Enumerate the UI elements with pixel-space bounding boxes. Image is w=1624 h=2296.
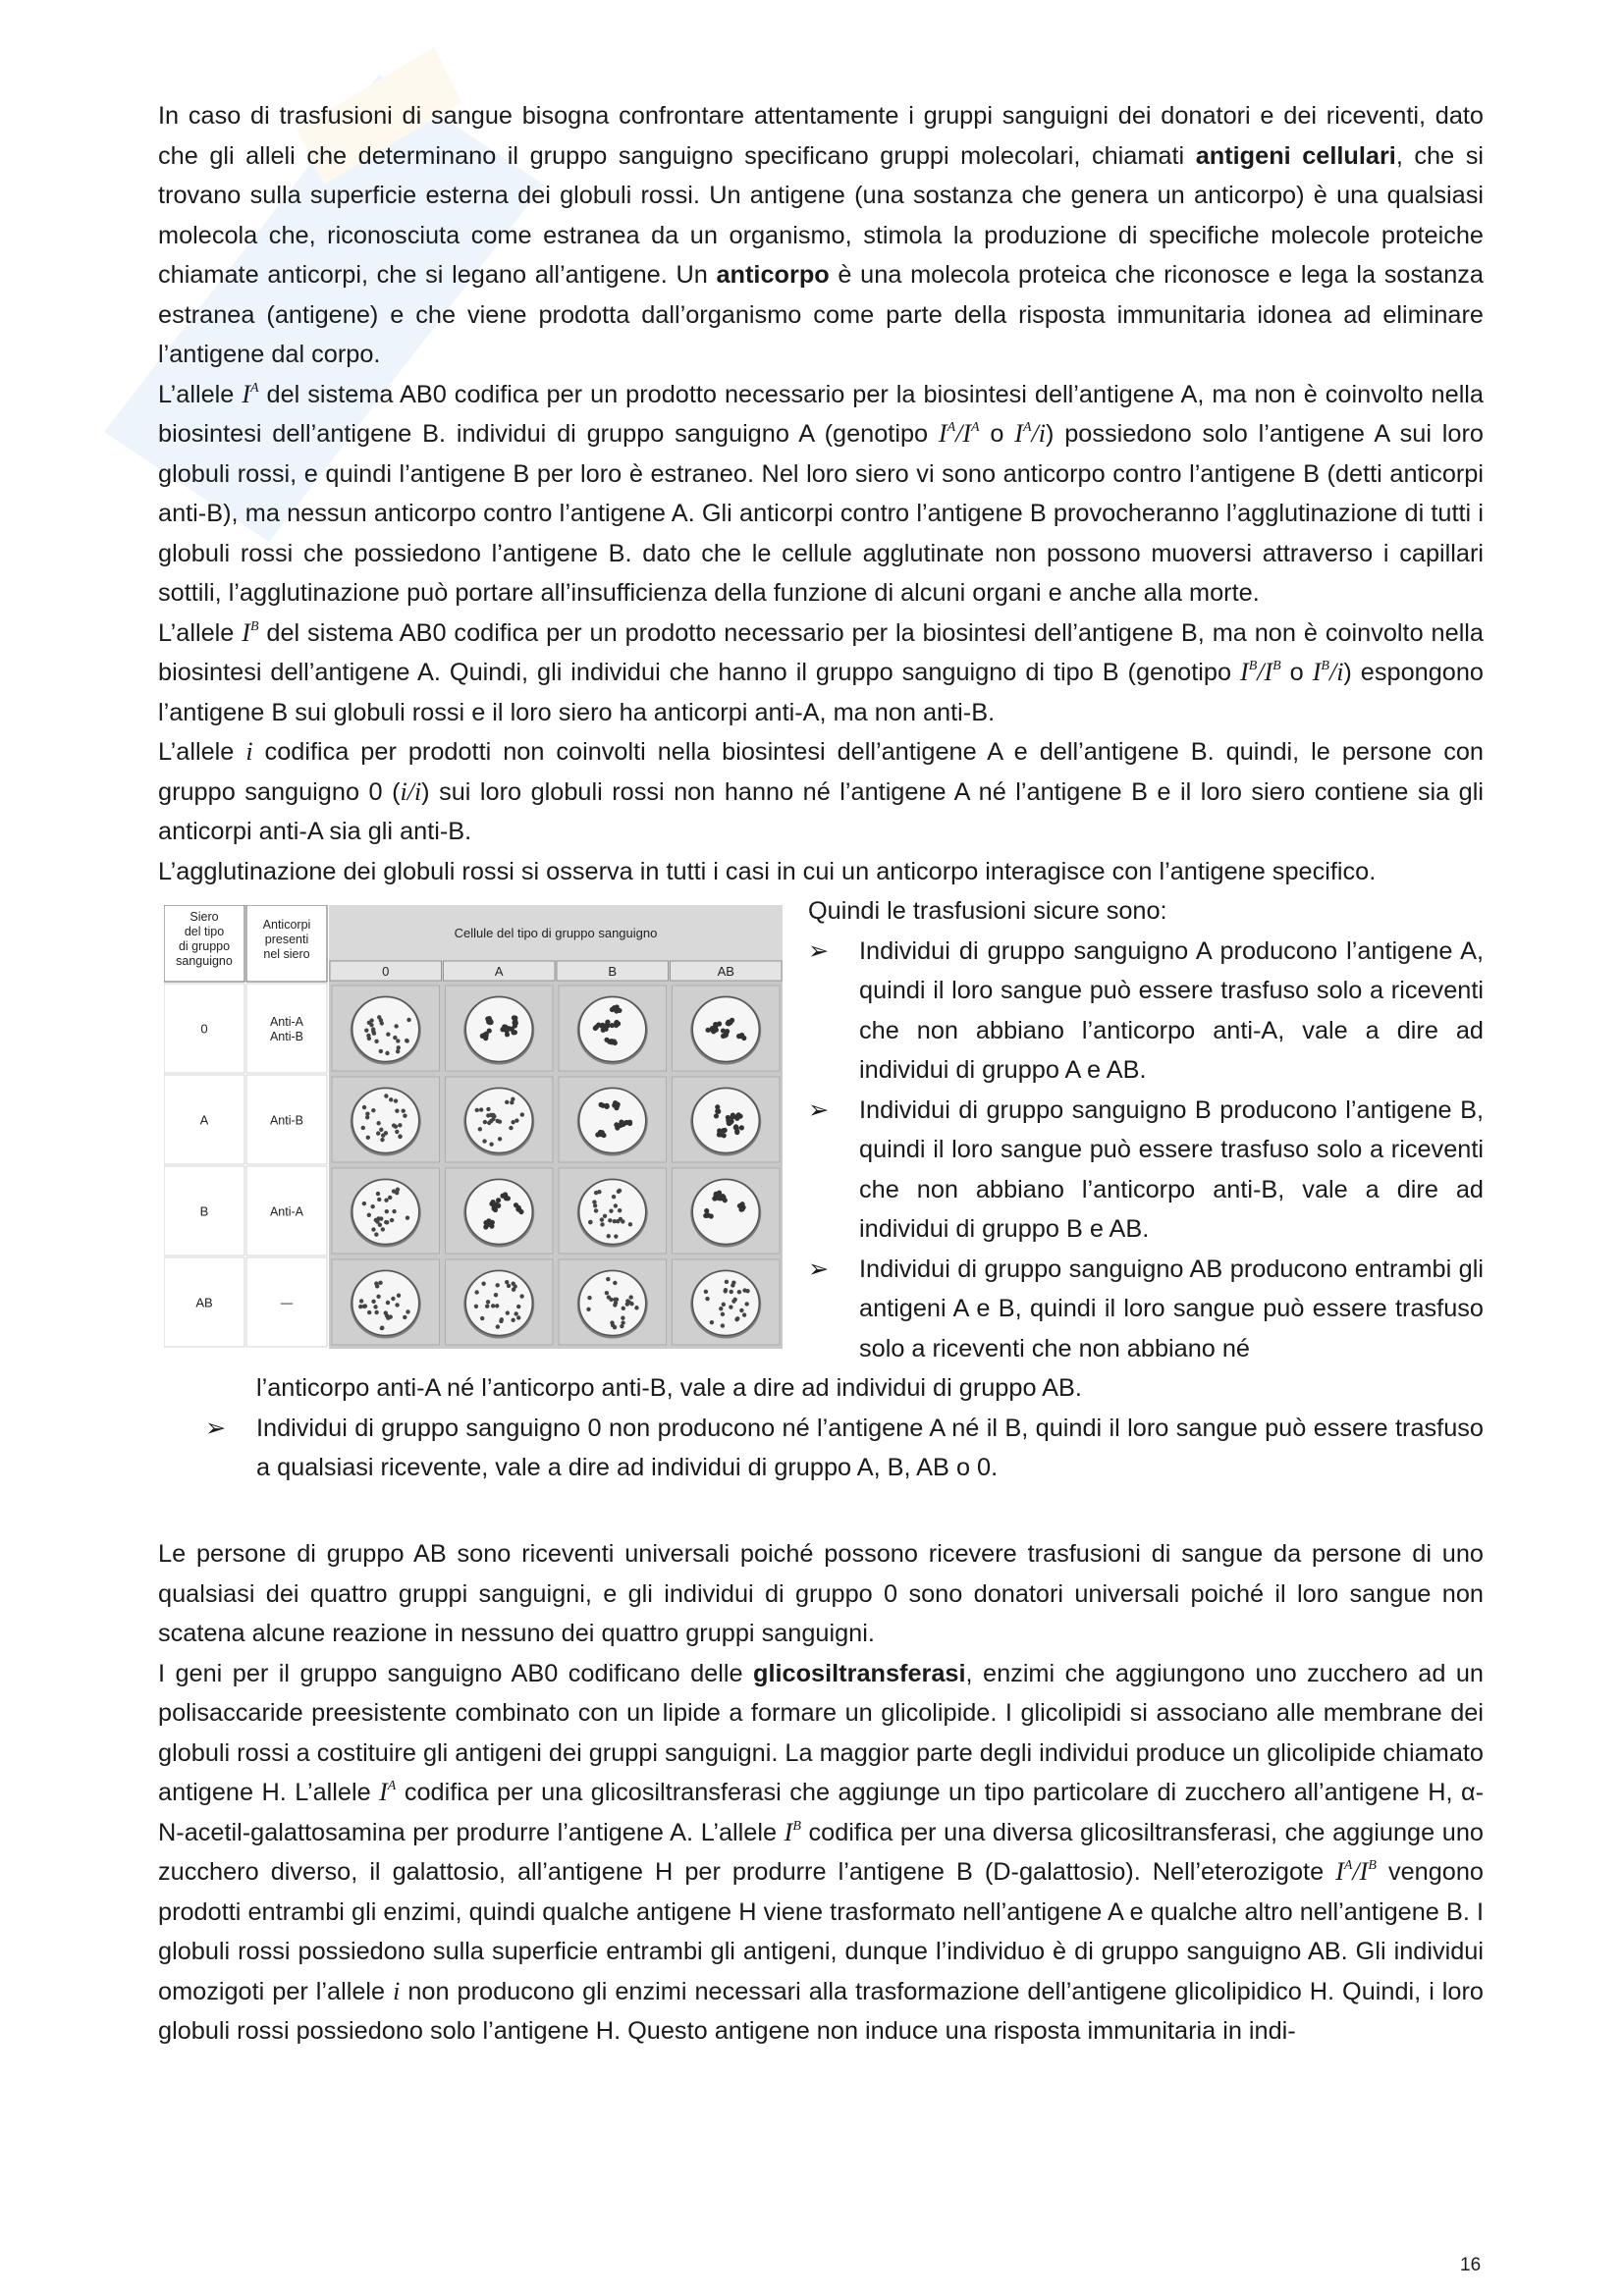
arrow-bullet-icon: ➢ [808,1095,830,1124]
genotype-ia-ia: $I^A/I^A$ [938,419,980,448]
document-page [158,96,1484,2052]
serum-type-label: AB [195,1295,213,1310]
figure-header-serum [164,905,244,982]
header-serum-line4: sanguigno [176,954,233,968]
allele-ib: $I^B$ [784,1817,801,1846]
cell-type-header: A [494,964,504,979]
antibody-label: — [280,1296,294,1310]
allele-i: i [393,1976,401,2005]
agglutination-figure [164,905,783,1349]
antibody-label: Anti-B [269,1030,304,1043]
paragraph-glycosyltransferases: I geni per il gruppo sanguigno AB0 codificano delle glicosiltransferasi, enzimi che aggiungono uno zucchero ad un polisaccaride preesistente combinato con un lipide a formare un glicolipide. I glicolipidi si associano alle membrane dei globuli rossi a costituire gli antigeni dei gruppi sanguigni. La maggior parte degli individui produce un glicolipide chiamato antigene H. L’allele $I^A$ codifica per una glicosiltransferasi che aggiunge un tipo particolare di zucchero all’antigene H, α-N-acetil-galattosamina per produrre l’antigene A. L’allele $I^B$ codifica per una diversa glicosiltransferasi, che aggiunge uno zucchero diverso, il galattosio, all’antigene H per produrre l’antigene B (D-galattosio). Nell’eterozigote $I^A/I^B$ vengono prodotti entrambi gli enzimi, quindi qualche antigene H viene trasformato nell’antigene A e qualche altro nell’antigene B. I globuli rossi possiedono sulla superficie entrambi gli antigeni, dunque l’individuo è di gruppo sanguigno AB. Gli individui omozigoti per l’allele i non producono gli enzimi necessari alla trasformazione dell’antigene glicolipidico H. Quindi, i loro globuli rossi possiedono solo l’antigene H. Questo antigene non induce una risposta immunitaria in indi- [158,1659,1485,2045]
normal-dish [673,1259,781,1345]
safe-transfusions-intro: Quindi le trasfusioni sicure sono: [808,897,1167,925]
bullet-group-ab: ➢ Individui di gruppo sanguigno AB producono entrambi gli antigeni A e B, quindi il loro sangue può essere trasfuso solo a riceventi che non abbiano né [808,1250,1484,1369]
allele-ia: $I^A$ [379,1778,397,1806]
figure-row [164,1257,780,1347]
normal-dish [446,1077,554,1162]
bullets-continued [158,1368,1484,1488]
cell-type-header: 0 [382,964,390,979]
normal-dish [332,1168,440,1254]
figure-and-bullets [158,891,1484,1495]
antibody-label: Anti-A [269,1015,304,1029]
paragraph-allele-ib: L’allele $I^B$ del sistema AB0 codifica per un prodotto necessario per la biosintesi dell’antigene B, ma non è coinvolto nella biosintesi dell’antigene A. Quindi, gli individui che hanno il gruppo sanguigno di tipo B (genotipo $I^B/I^B$ o $I^B/i$) espongono l’antigene B sui globuli rossi e il loro siero ha anticorpi anti-A, ma non anti-B. [158,617,1485,726]
cell-type-header: B [608,964,618,979]
genotype-ib-i: $I^B/i$ [1312,658,1344,686]
paragraph-universal: Le persone di gruppo AB sono riceventi universali poiché possono ricevere trasfusioni di sangue da persone di uno qualsiasi dei quattro gruppi sanguigni, e gli individui di gruppo 0 sono donatori universali poiché il loro sangue non scatena alcune reazione in nessuno dei quattro gruppi sanguigni. [158,1540,1484,1647]
genotype-ia-ib: $I^A/I^B$ [1335,1857,1377,1886]
figure-row [164,1166,780,1255]
figure-header-antibodies [246,905,327,982]
safe-transfusions [808,891,1484,1368]
arrow-bullet-icon: ➢ [808,1255,830,1283]
arrow-bullet-icon: ➢ [205,1414,227,1442]
agglutinated-dish [673,986,781,1071]
agglutinated-dish [673,1077,781,1162]
header-cells: Cellule del tipo di gruppo sanguigno [454,926,658,940]
header-antibodies-line3: nel siero [263,947,310,961]
genotype-ia-i: $I^A/i$ [1014,419,1046,448]
paragraph-agglutination: L’agglutinazione dei globuli rossi si osserva in tutti i casi in cui un anticorpo interagisce con l’antigene specifico. [158,857,1377,885]
agglutinated-dish [673,1168,781,1254]
header-antibodies-line1: Anticorpi [262,918,311,932]
header-serum-line1: Siero [189,910,219,924]
normal-dish [332,1077,440,1162]
header-serum-line2: del tipo [184,925,225,938]
header-antibodies-line2: presenti [264,933,309,946]
genotype-i-i: i/i [400,776,422,806]
bullet-group-ab-tail: l’anticorpo anti-A né l’anticorpo anti-B, vale a dire ad individui di gruppo AB. [256,1374,1082,1402]
paragraph-antigens: In caso di trasfusioni di sangue bisogna confrontare attentamente i gruppi sanguigni dei donatori e dei riceventi, dato che gli alleli che determinano il gruppo sanguigno specificano gruppi molecolari, chiamati antigeni cellulari, che si trovano sulla superficie esterna dei globuli rossi. Un antigene (una sostanza che genera un anticorpo) è una qualsiasi molecola che, riconosciuta come estranea da un organismo, stimola la produzione di specifiche molecole proteiche chiamate anticorpi, che si legano all’antigene. Un anticorpo è una molecola proteica che riconosce e lega la sostanza estranea (antigene) e che viene prodotta dall’organismo come parte della risposta immunitaria idonea ad eliminare l’antigene dal corpo. [158,102,1484,368]
bullet-group-b: ➢ Individui di gruppo sanguigno B producono l’antigene B, quindi il loro sangue può essere trasfuso solo a riceventi che non abbiano l’anticorpo anti-B, vale a dire ad individui di gruppo B e AB. [808,1091,1484,1250]
normal-dish [559,1168,667,1254]
page-number: 16 [1460,2255,1482,2275]
genotype-ib-ib: $I^B/I^B$ [1240,658,1281,686]
paragraph-allele-ia: L’allele $I^A$ del sistema AB0 codifica per un prodotto necessario per la biosintesi dell’antigene A, ma non è coinvolto nella biosintesi dell’antigene B. individui di gruppo sanguigno A (genotipo $I^A/I^A$ o $I^A/i$) possiedono solo l’antigene A sui loro globuli rossi, e quindi l’antigene B per loro è estraneo. Nel loro siero vi sono anticorpo contro l’antigene B (detti anticorpi anti-B), ma nessun anticorpo contro l’antigene A. Gli anticorpi contro l’antigene B provocheranno l’agglutinazione di tutti i globuli rossi che possiedono l’antigene B. dato che le cellule agglutinate non possono muoversi attraverso i capillari sottili, l’agglutinazione può portare all’insufficienza della funzione di alcuni organi e anche alla morte. [158,379,1484,607]
bullet-group-0: ➢ Individui di gruppo sanguigno 0 non producono né l’antigene A né il B, quindi il loro sangue può essere trasfuso a qualsiasi ricevente, vale a dire ad individui di gruppo A, B, AB o 0. [158,1409,1484,1488]
allele-ia: $I^A$ [242,379,259,408]
bullet-group-a: ➢ Individui di gruppo sanguigno A producono l’antigene A, quindi il loro sangue può essere trasfuso solo a riceventi che non abbiano l’anticorpo anti-A, vale a dire ad individui di gruppo A e AB. [808,932,1484,1091]
agglutinated-dish [446,986,554,1071]
figure-row [164,984,780,1073]
agglutinated-dish [559,1077,667,1162]
agglutinated-dish [559,986,667,1071]
cell-type-header: AB [717,964,734,979]
paragraph-allele-i: L’allele i codifica per prodotti non coinvolti nella biosintesi dell’antigene A e dell’antigene B. quindi, le persone con gruppo sanguigno 0 (i/i) sui loro globuli rossi non hanno né l’antigene A né l’antigene B e il loro siero contiene sia gli anticorpi anti-A sia gli anti-B. [158,737,1485,845]
allele-ib: $I^B$ [242,617,259,647]
serum-type-label: B [199,1203,209,1219]
figure-row [164,1075,780,1164]
header-serum-line3: di gruppo [178,939,231,953]
serum-type-label: 0 [200,1021,208,1037]
normal-dish [559,1259,667,1345]
serum-type-label: A [199,1112,209,1128]
antibody-label: Anti-A [269,1204,304,1219]
arrow-bullet-icon: ➢ [808,936,830,965]
normal-dish [332,1259,440,1345]
antibody-label: Anti-B [269,1113,304,1128]
agglutinated-dish [446,1168,554,1254]
allele-i: i [245,737,253,766]
normal-dish [332,986,440,1071]
normal-dish [446,1259,554,1345]
